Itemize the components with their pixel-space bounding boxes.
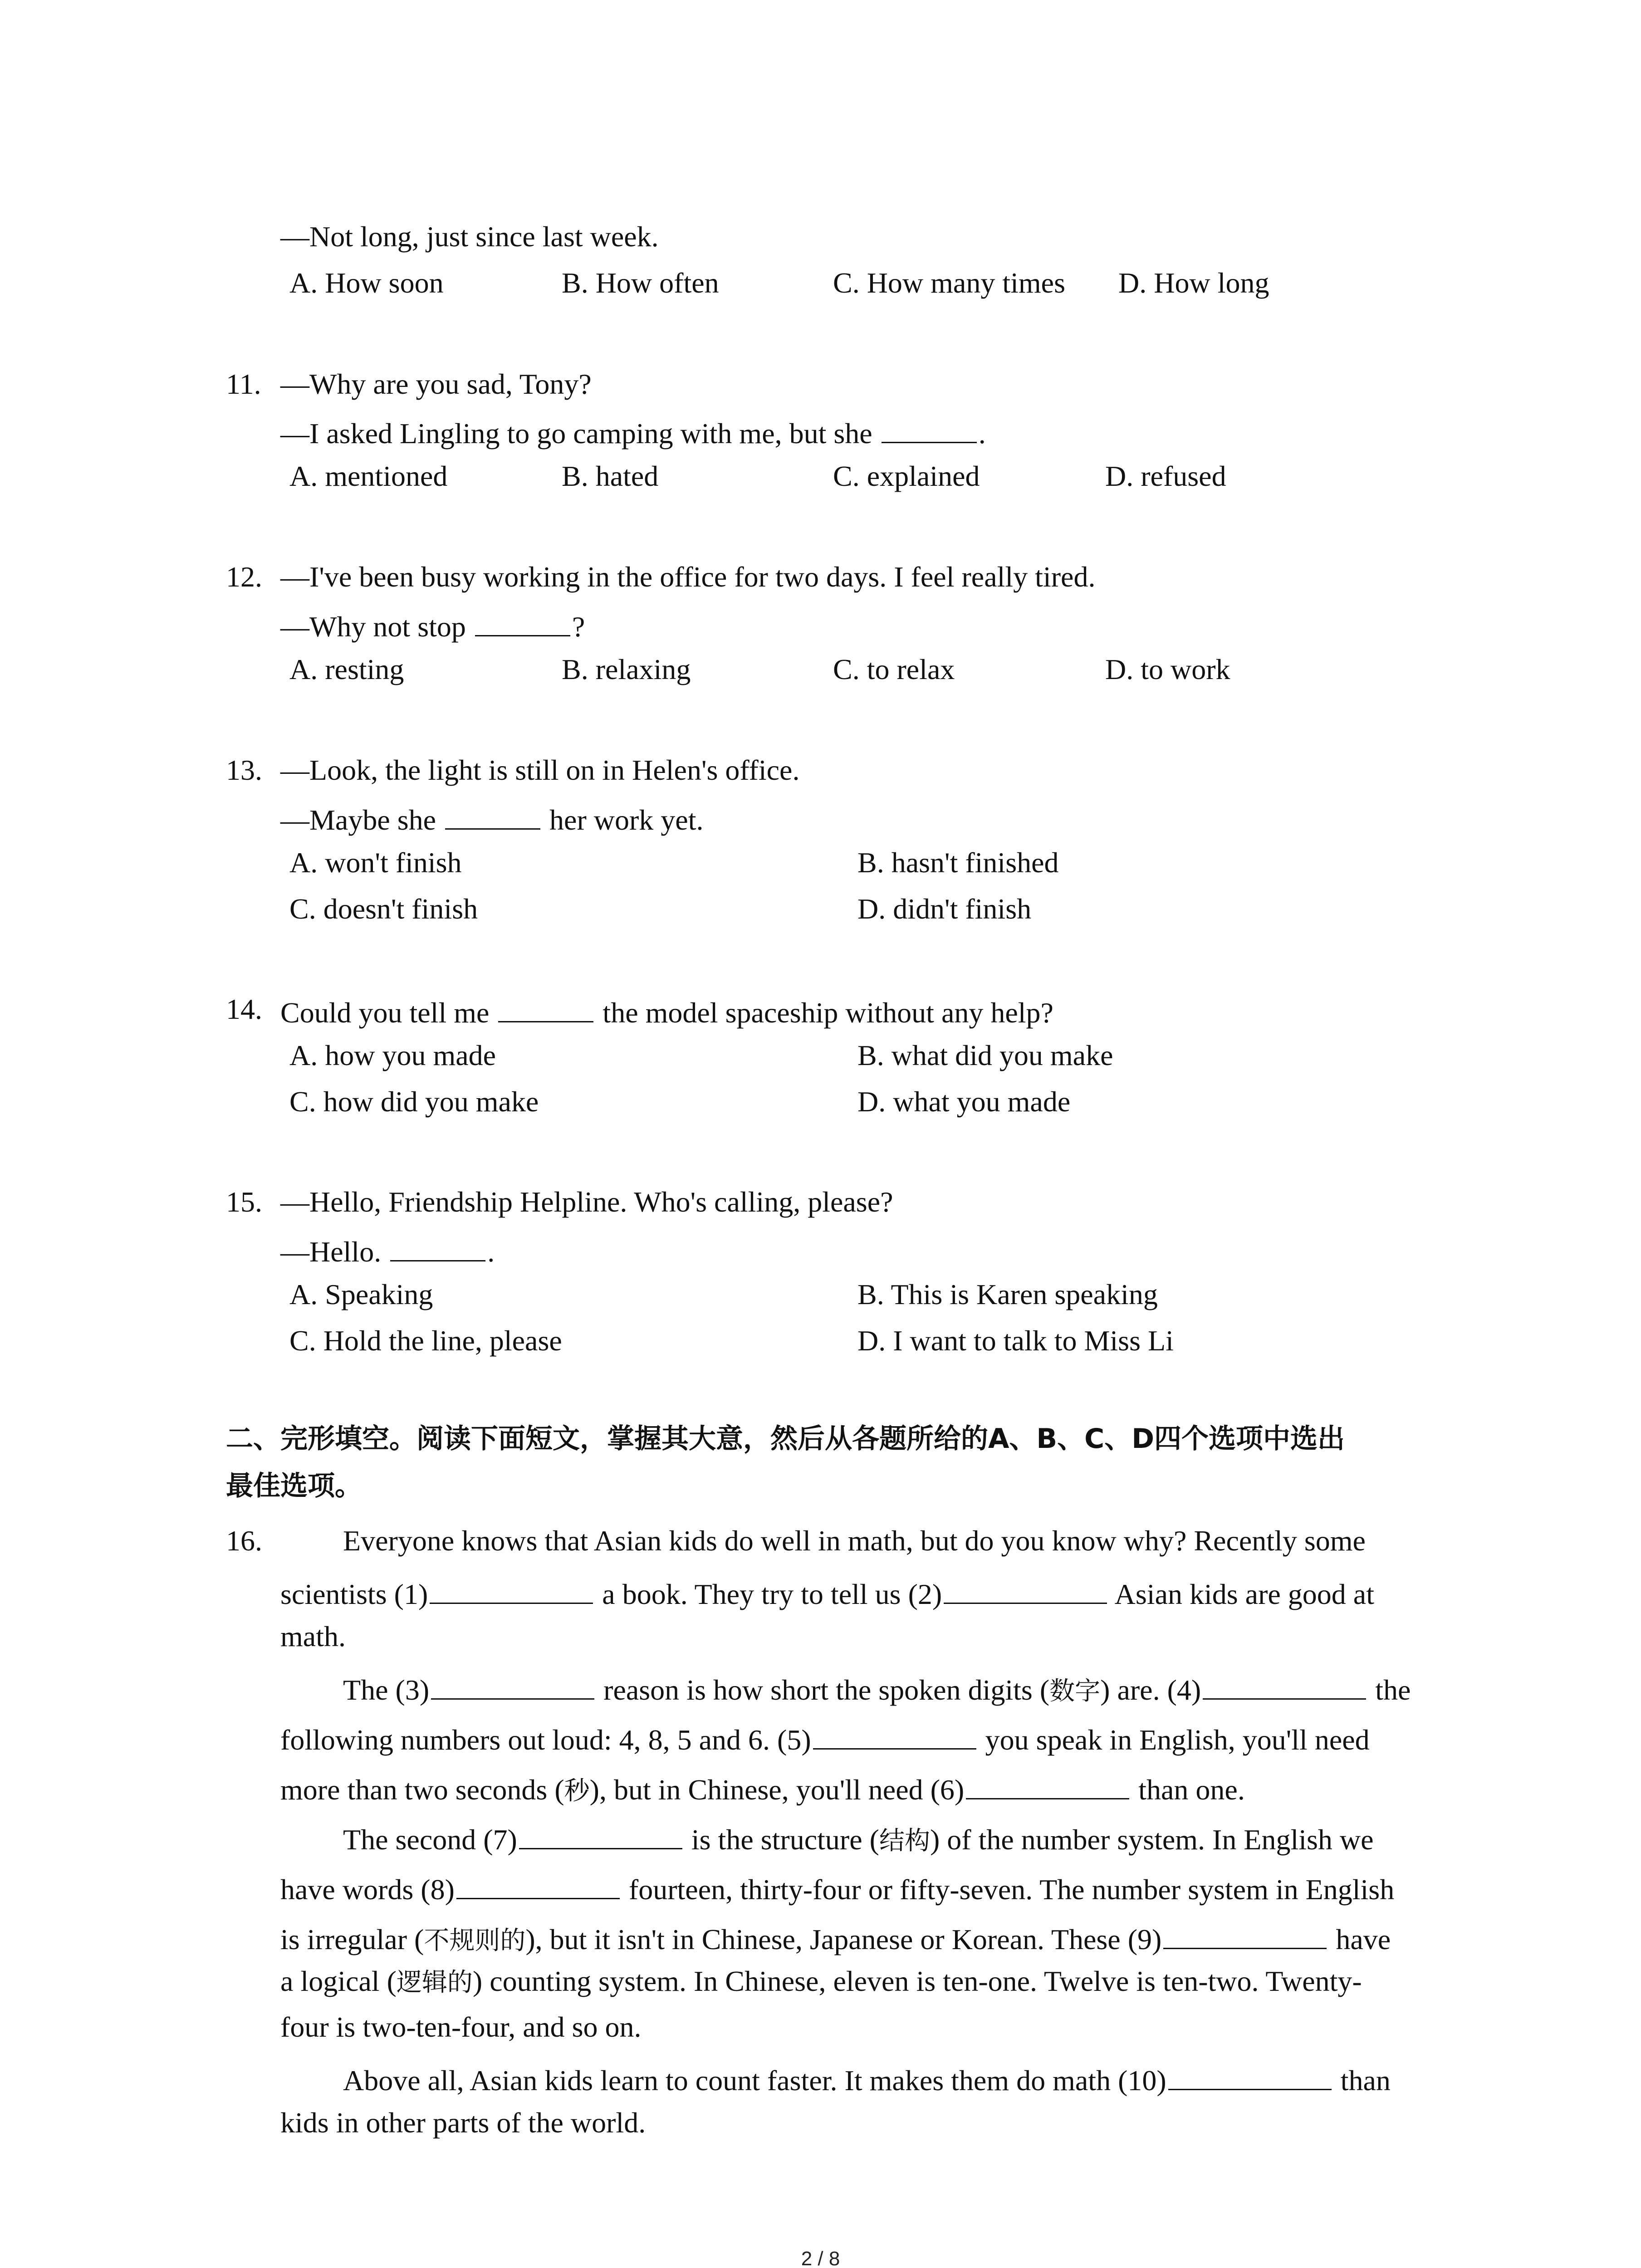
q16-p4-line1: Above all, Asian kids learn to count faster. It makes them do math (10) than [343, 2063, 1391, 2095]
q13-line1: —Look, the light is still on in Helen's office. [280, 754, 800, 786]
q15-blank [390, 1234, 485, 1261]
q14-option-c: C. how did you make [289, 1085, 539, 1118]
q15-line2: —Hello. . [280, 1234, 495, 1266]
q16-p1-line1: Everyone knows that Asian kids do well in math, but do you know why? Recently some [343, 1525, 1366, 1557]
q11-option-a: A. mentioned [289, 460, 448, 492]
q11-option-c: C. explained [833, 460, 980, 492]
q12-option-c: C. to relax [833, 653, 955, 685]
blank-10 [1168, 2063, 1332, 2090]
blank-5 [813, 1722, 976, 1750]
q16-p4-line2: kids in other parts of the world. [280, 2107, 646, 2139]
q16-p2-line3: more than two seconds (秒), but in Chinese, you'll need (6) than one. [280, 1772, 1245, 1804]
q14-option-d: D. what you made [857, 1085, 1071, 1118]
q15-option-d: D. I want to talk to Miss Li [857, 1325, 1174, 1357]
blank-1 [430, 1576, 593, 1604]
q13-option-b: B. hasn't finished [857, 846, 1059, 879]
q13-option-d: D. didn't finish [857, 893, 1032, 925]
blank-8 [456, 1872, 620, 1899]
q15-number: 15. [226, 1186, 262, 1218]
q12-line2: —Why not stop ? [280, 609, 585, 641]
blank-6 [966, 1772, 1129, 1799]
q12-option-d: D. to work [1105, 653, 1230, 685]
q13-option-c: C. doesn't finish [289, 893, 478, 925]
q11-number: 11. [226, 368, 261, 400]
q16-p1-line2: scientists (1) a book. They try to tell us (2) Asian kids are good at [280, 1576, 1374, 1609]
q12-number: 12. [226, 561, 262, 593]
q12-line1: —I've been busy working in the office for two days. I feel really tired. [280, 561, 1096, 593]
q16-p3-line5: four is two-ten-four, and so on. [280, 2011, 642, 2043]
q14-number: 14. [226, 993, 262, 1025]
q10-answer-line: —Not long, just since last week. [280, 220, 659, 253]
blank-2 [944, 1576, 1107, 1604]
section-heading-line2: 最佳选项。 [226, 1470, 362, 1502]
q10-option-a: A. How soon [289, 267, 444, 299]
blank-9 [1163, 1921, 1327, 1949]
q14-line1: Could you tell me the model spaceship without any help? [280, 995, 1053, 1027]
section-heading-line1: 二、完形填空。阅读下面短文，掌握其大意，然后从各题所给的A、B、C、D四个选项中选出 [226, 1423, 1345, 1455]
page-number: 2 / 8 [801, 2248, 840, 2268]
q11-line2: —I asked Lingling to go camping with me, but she . [280, 415, 986, 448]
q12-option-a: A. resting [289, 653, 404, 685]
blank-3 [431, 1672, 594, 1700]
q16-p1-line3: math. [280, 1620, 346, 1652]
q14-option-a: A. how you made [289, 1039, 496, 1071]
q15-option-c: C. Hold the line, please [289, 1325, 562, 1357]
q10-option-d: D. How long [1118, 267, 1269, 299]
q16-p2-line2: following numbers out loud: 4, 8, 5 and 6. (5) you speak in English, you'll need [280, 1722, 1370, 1755]
q13-line2: —Maybe she her work yet. [280, 802, 703, 835]
q16-p3-line3: is irregular (不规则的), but it isn't in Chinese, Japanese or Korean. These (9) have [280, 1921, 1391, 1954]
q11-line1: —Why are you sad, Tony? [280, 368, 592, 400]
q13-blank [445, 802, 540, 830]
q11-option-b: B. hated [562, 460, 659, 492]
q11-blank [882, 415, 977, 443]
q14-blank [498, 995, 593, 1022]
q12-blank [475, 609, 570, 636]
q15-option-b: B. This is Karen speaking [857, 1278, 1158, 1310]
q10-option-c: C. How many times [833, 267, 1065, 299]
q13-number: 13. [226, 754, 262, 786]
q15-option-a: A. Speaking [289, 1278, 433, 1310]
q16-number: 16. [226, 1525, 262, 1557]
blank-4 [1203, 1672, 1366, 1700]
q12-option-b: B. relaxing [562, 653, 691, 685]
q16-p2-line1: The (3) reason is how short the spoken digits (数字) are. (4) the [343, 1672, 1411, 1705]
q16-p3-line1: The second (7) is the structure (结构) of the number system. In English we [343, 1822, 1374, 1854]
q11-option-d: D. refused [1105, 460, 1226, 492]
q16-p3-line4: a logical (逻辑的) counting system. In Chinese, eleven is ten-one. Twelve is ten-two. Twenty- [280, 1965, 1362, 1997]
q15-line1: —Hello, Friendship Helpline. Who's calling, please? [280, 1186, 893, 1218]
q14-option-b: B. what did you make [857, 1039, 1113, 1071]
q13-option-a: A. won't finish [289, 846, 462, 879]
q10-option-b: B. How often [562, 267, 719, 299]
q16-p3-line2: have words (8) fourteen, thirty-four or fifty-seven. The number system in English [280, 1872, 1394, 1904]
blank-7 [519, 1822, 682, 1849]
